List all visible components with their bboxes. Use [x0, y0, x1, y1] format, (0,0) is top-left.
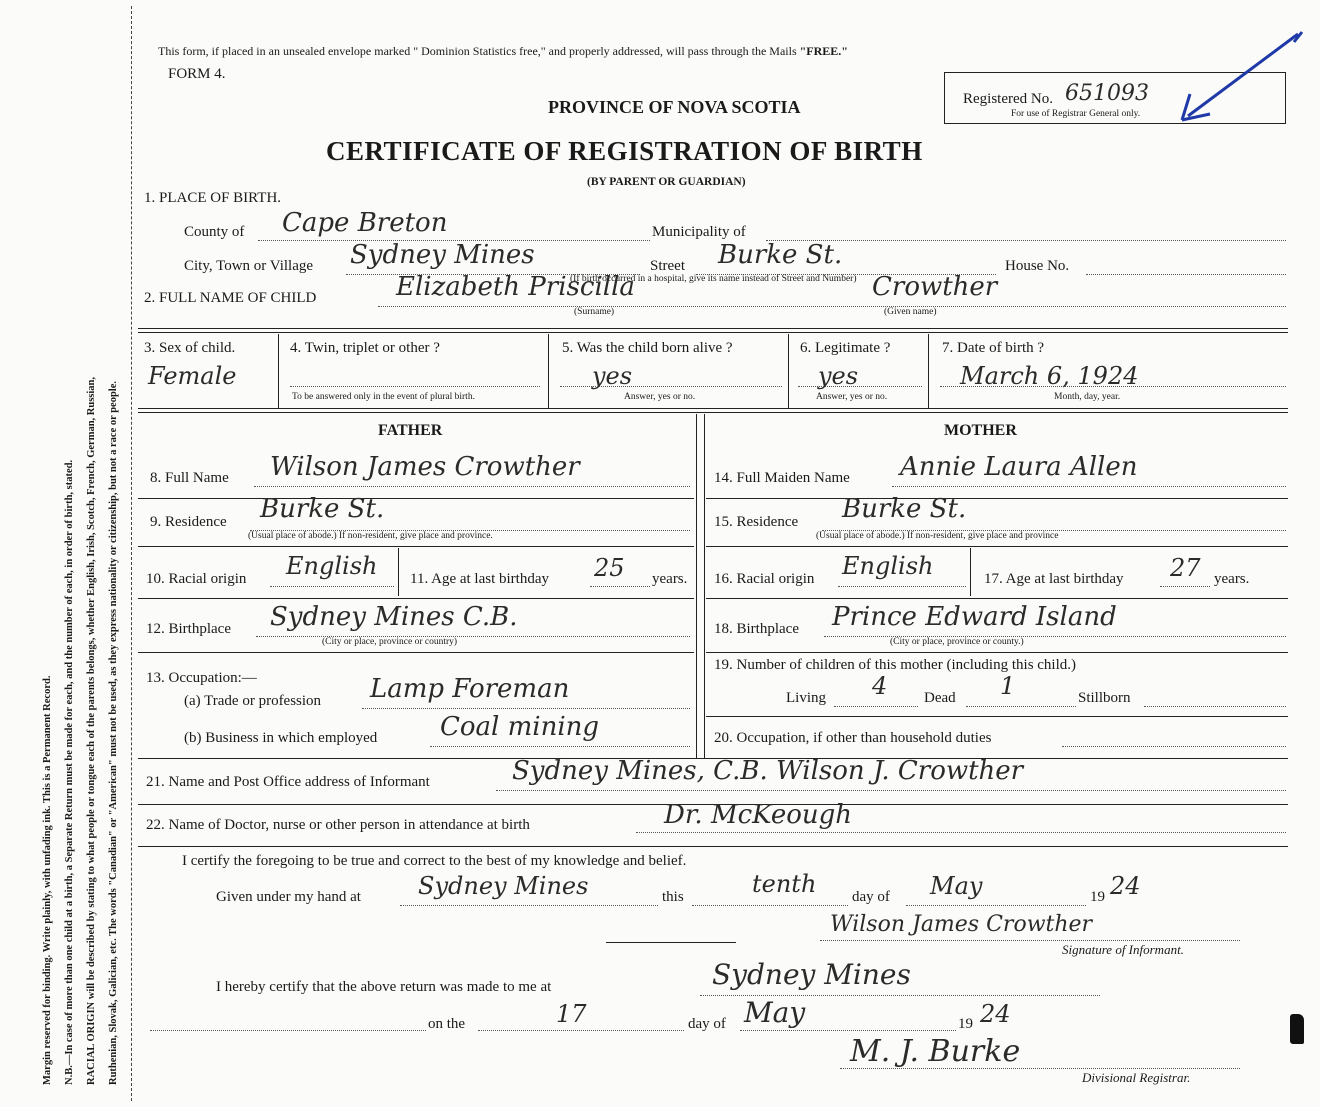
children-label: 19. Number of children of this mother (including this child.) [714, 657, 1077, 673]
mother-age-value: 27 [1170, 554, 1201, 582]
mother-age-label: 17. Age at last birthday [984, 571, 1124, 587]
city-value: Sydney Mines [350, 240, 535, 270]
trade-value: Lamp Foreman [370, 674, 570, 704]
county-label: County of [184, 224, 245, 240]
father-racial-value: English [286, 552, 378, 580]
province-heading: PROVINCE OF NOVA SCOTIA [548, 97, 801, 117]
mother-occupation-label: 20. Occupation, if other than household duties [714, 730, 992, 746]
form-number: FORM 4. [168, 66, 226, 82]
margin-note-3: RACIAL ORIGIN will be described by stating to what people or tongue each of the parents belongs, whether English, Irish, Scotch, French, German, Russian, [86, 376, 97, 1085]
legitimate-label: 6. Legitimate ? [800, 340, 891, 356]
registration-year-value: 24 [980, 1000, 1011, 1028]
informant-signature: Wilson James Crowther [830, 912, 1093, 937]
mother-age-unit: years. [1214, 571, 1250, 587]
ink-blot [1290, 1014, 1304, 1044]
informant-value: Sydney Mines, C.B. Wilson J. Crowther [512, 756, 1024, 786]
registered-number: 651093 [1065, 81, 1149, 106]
registered-label: Registered No. [963, 91, 1053, 107]
year-prefix: 19 [1090, 889, 1105, 905]
day-value: tenth [752, 870, 817, 898]
mother-residence-value: Burke St. [842, 494, 967, 524]
surname-caption: (Surname) [574, 307, 615, 317]
date-of-birth-note: Month, day, year. [1054, 392, 1121, 402]
father-birthplace-note: (City or place, province or country) [322, 637, 458, 647]
business-label: (b) Business in which employed [184, 730, 378, 746]
father-name-value: Wilson James Crowther [270, 452, 580, 482]
mother-residence-note: (Usual place of abode.) If non-resident, give place and province [816, 531, 1059, 541]
mother-birthplace-note: (City or place, province or county.) [890, 637, 1024, 647]
dead-label: Dead [924, 690, 956, 706]
doctor-value: Dr. McKeough [664, 800, 853, 830]
dead-value: 1 [1000, 672, 1016, 700]
street-label: Street [650, 258, 685, 274]
registration-day-of-label: day of [688, 1016, 726, 1032]
mother-birthplace-label: 18. Birthplace [714, 621, 799, 637]
father-birthplace-value: Sydney Mines C.B. [270, 602, 518, 632]
mother-birthplace-value: Prince Edward Island [832, 602, 1117, 632]
occupation-label: 13. Occupation:— [146, 670, 257, 686]
stillborn-label: Stillborn [1078, 690, 1131, 706]
father-racial-label: 10. Racial origin [146, 571, 247, 587]
margin-note-4: Ruthenian, Slovak, Galician, etc. The words "Canadian" or "American" must not be used, as they express nationality or citizenship, but not a race or people. [108, 380, 119, 1085]
trade-label: (a) Trade or profession [184, 693, 322, 709]
doctor-label: 22. Name of Doctor, nurse or other person in attendance at birth [146, 817, 530, 833]
father-age-value: 25 [594, 554, 625, 582]
municipality-label: Municipality of [652, 224, 746, 240]
house-label: House No. [1005, 258, 1070, 274]
year-value: 24 [1110, 872, 1141, 900]
place-of-birth-label: 1. PLACE OF BIRTH. [144, 190, 282, 206]
mother-racial-label: 16. Racial origin [714, 571, 815, 587]
hospital-note: (If birth occurred in a hospital, give its name instead of Street and Number) [570, 274, 857, 284]
father-heading: FATHER [378, 422, 443, 439]
child-name-label: 2. FULL NAME OF CHILD [144, 290, 317, 306]
divisional-registrar-caption: Divisional Registrar. [1082, 1070, 1191, 1085]
date-of-birth-value: March 6, 1924 [960, 362, 1139, 390]
born-alive-value: yes [592, 362, 633, 390]
father-name-label: 8. Full Name [150, 470, 229, 486]
registrar-place-value: Sydney Mines [712, 958, 911, 991]
registration-month-value: May [744, 996, 806, 1029]
day-of-label: day of [852, 889, 890, 905]
margin-note-2: N.B.—In case of more than one child at a birth, a Separate Return must be made for each, and the number of each, in order of birth, stated. [64, 459, 75, 1085]
informant-label: 21. Name and Post Office address of Informant [146, 774, 430, 790]
page-title: CERTIFICATE OF REGISTRATION OF BIRTH [326, 136, 923, 166]
blue-arrow-annotation [1176, 28, 1316, 128]
registrar-certify-text: I hereby certify that the above return was made to me at [216, 979, 552, 995]
mother-heading: MOTHER [944, 422, 1017, 439]
certify-text: I certify the foregoing to be true and correct to the best of my knowledge and belief. [182, 853, 687, 869]
registrar-note: For use of Registrar General only. [1011, 109, 1141, 119]
month-value: May [930, 872, 983, 900]
sex-value: Female [148, 362, 237, 390]
father-residence-note: (Usual place of abode.) If non-resident, give place and province. [248, 531, 493, 541]
living-label: Living [786, 690, 826, 706]
born-alive-note: Answer, yes or no. [624, 392, 696, 402]
binding-line [131, 6, 132, 1101]
given-name-caption: (Given name) [884, 307, 937, 317]
twin-label: 4. Twin, triplet or other ? [290, 340, 440, 356]
father-birthplace-label: 12. Birthplace [146, 621, 231, 637]
mother-racial-value: English [842, 552, 934, 580]
on-the-label: on the [428, 1016, 466, 1032]
given-place-value: Sydney Mines [418, 872, 589, 900]
father-residence-value: Burke St. [260, 494, 385, 524]
mail-notice [158, 44, 848, 59]
born-alive-label: 5. Was the child born alive ? [562, 340, 733, 356]
legitimate-note: Answer, yes or no. [816, 392, 888, 402]
margin-note-1: Margin reserved for binding. Write plainly, with unfading ink. This is a Permanent Record. [42, 675, 53, 1085]
this-label: this [662, 889, 684, 905]
county-value: Cape Breton [282, 208, 448, 238]
business-value: Coal mining [440, 712, 600, 742]
mail-free: "FREE." [799, 44, 848, 58]
sex-label: 3. Sex of child. [144, 340, 236, 356]
father-age-label: 11. Age at last birthday [410, 571, 549, 587]
twin-note: To be answered only in the event of plural birth. [292, 392, 475, 402]
registrar-signature: M. J. Burke [850, 1034, 1021, 1069]
city-label: City, Town or Village [184, 258, 314, 274]
registration-year-prefix: 19 [958, 1016, 973, 1032]
living-value: 4 [872, 672, 888, 700]
mother-name-value: Annie Laura Allen [900, 452, 1138, 482]
father-residence-label: 9. Residence [150, 514, 227, 530]
mother-residence-label: 15. Residence [714, 514, 799, 530]
child-given-name: Elizabeth Priscilla [396, 272, 635, 302]
margin-notes [38, 15, 138, 1085]
street-value: Burke St. [718, 240, 843, 270]
given-under-label: Given under my hand at [216, 889, 361, 905]
mother-name-label: 14. Full Maiden Name [714, 470, 850, 486]
legitimate-value: yes [818, 362, 859, 390]
father-age-unit: years. [652, 571, 688, 587]
signature-of-informant-caption: Signature of Informant. [1062, 942, 1184, 957]
registration-day-value: 17 [556, 1000, 587, 1028]
mail-notice-text: This form, if placed in an unsealed envelope marked " Dominion Statistics free," and properly addressed, will pass through the Mails [158, 44, 797, 58]
page-subtitle: (BY PARENT OR GUARDIAN) [587, 176, 746, 188]
child-surname: Crowther [872, 272, 998, 302]
date-of-birth-label: 7. Date of birth ? [942, 340, 1045, 356]
